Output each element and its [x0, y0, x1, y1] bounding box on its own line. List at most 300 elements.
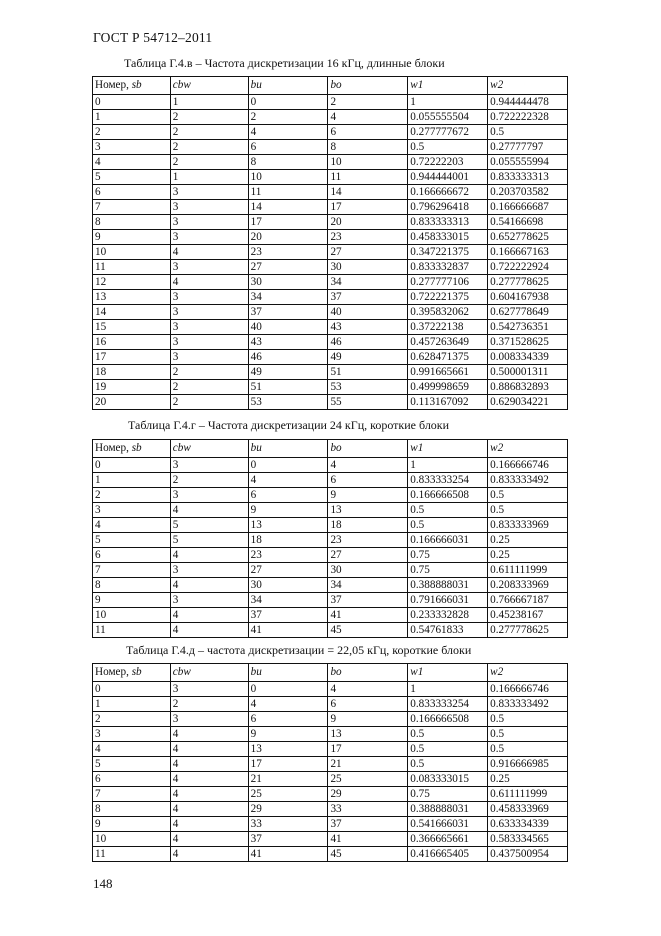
cell-sb: 3 [93, 727, 171, 742]
cell-bu: 10 [248, 170, 328, 185]
cell-sb: 6 [93, 772, 171, 787]
cell-w2: 0.833333969 [488, 518, 568, 533]
cell-w1: 0.166666508 [408, 712, 488, 727]
cell-cbw: 3 [170, 593, 248, 608]
cell-w2: 0.25 [488, 533, 568, 548]
cell-bo: 34 [328, 275, 408, 290]
cell-bo: 41 [328, 832, 408, 847]
cell-bu: 51 [248, 380, 328, 395]
cell-cbw: 4 [170, 608, 248, 623]
cell-bu: 25 [248, 787, 328, 802]
cell-bo: 6 [328, 473, 408, 488]
cell-sb: 12 [93, 275, 171, 290]
cell-bo: 37 [328, 817, 408, 832]
cell-w1: 0.722221375 [408, 290, 488, 305]
cell-sb: 2 [93, 488, 171, 503]
cell-w2: 0.277778625 [488, 623, 568, 638]
cell-bo: 37 [328, 593, 408, 608]
table-row [93, 608, 568, 623]
cell-w1: 0.833333313 [408, 215, 488, 230]
cell-w1: 0.277777672 [408, 125, 488, 140]
cell-bo: 13 [328, 503, 408, 518]
cell-cbw: 3 [170, 682, 248, 697]
cell-bo: 17 [328, 742, 408, 757]
table-body [93, 458, 568, 638]
table-row [93, 185, 568, 200]
cell-bu: 9 [248, 727, 328, 742]
column-header-cbw: cbw [170, 440, 248, 458]
cell-w2: 0.652778625 [488, 230, 568, 245]
cell-cbw: 2 [170, 380, 248, 395]
cell-w2: 0.722222328 [488, 110, 568, 125]
cell-w1: 0.5 [408, 757, 488, 772]
table-row [93, 305, 568, 320]
cell-w2: 0.5 [488, 727, 568, 742]
cell-w1: 0.75 [408, 787, 488, 802]
cell-w1: 0.944444001 [408, 170, 488, 185]
cell-w2: 0.611111999 [488, 787, 568, 802]
cell-sb: 7 [93, 787, 171, 802]
cell-bu: 2 [248, 110, 328, 125]
table-row [93, 488, 568, 503]
cell-bo: 9 [328, 488, 408, 503]
cell-bo: 10 [328, 155, 408, 170]
cell-w2: 0.008334339 [488, 350, 568, 365]
table-row [93, 503, 568, 518]
cell-w1: 0.499998659 [408, 380, 488, 395]
cell-w1: 0.083333015 [408, 772, 488, 787]
cell-w2: 0.54166698 [488, 215, 568, 230]
table-row [93, 847, 568, 862]
cell-w2: 0.5 [488, 488, 568, 503]
page-number: 148 [93, 876, 113, 891]
cell-sb: 9 [93, 817, 171, 832]
cell-cbw: 4 [170, 578, 248, 593]
cell-sb: 2 [93, 712, 171, 727]
table-row [93, 697, 568, 712]
cell-sb: 3 [93, 503, 171, 518]
cell-cbw: 2 [170, 140, 248, 155]
cell-sb: 18 [93, 365, 171, 380]
cell-w1: 0.113167092 [408, 395, 488, 410]
cell-w2: 0.5 [488, 503, 568, 518]
cell-bu: 17 [248, 215, 328, 230]
cell-w1: 0.37222138 [408, 320, 488, 335]
cell-w2: 0.633334339 [488, 817, 568, 832]
cell-w2: 0.916666985 [488, 757, 568, 772]
cell-sb: 11 [93, 847, 171, 862]
cell-w1: 0.395832062 [408, 305, 488, 320]
cell-bo: 25 [328, 772, 408, 787]
cell-w2: 0.437500954 [488, 847, 568, 862]
column-header-w2: w2 [488, 440, 568, 458]
cell-bu: 41 [248, 847, 328, 862]
cell-sb: 19 [93, 380, 171, 395]
cell-bo: 11 [328, 170, 408, 185]
table-row [93, 578, 568, 593]
cell-bo: 8 [328, 140, 408, 155]
column-header-bu: bu [248, 440, 328, 458]
cell-bu: 0 [248, 682, 328, 697]
cell-bu: 40 [248, 320, 328, 335]
cell-cbw: 2 [170, 697, 248, 712]
cell-bu: 33 [248, 817, 328, 832]
cell-bu: 34 [248, 593, 328, 608]
cell-cbw: 3 [170, 350, 248, 365]
column-header-w1: w1 [408, 440, 488, 458]
cell-sb: 11 [93, 623, 171, 638]
column-header-w1: w1 [408, 664, 488, 682]
cell-w1: 0.347221375 [408, 245, 488, 260]
cell-bo: 4 [328, 110, 408, 125]
cell-bo: 30 [328, 260, 408, 275]
cell-bo: 21 [328, 757, 408, 772]
table-row [93, 518, 568, 533]
cell-sb: 6 [93, 548, 171, 563]
table-row [93, 787, 568, 802]
table-caption-g4v: Таблица Г.4.в – Частота дискретизации 16 кГц, длинные блоки [124, 56, 445, 70]
cell-w1: 0.75 [408, 548, 488, 563]
cell-bo: 14 [328, 185, 408, 200]
cell-w2: 0.371528625 [488, 335, 568, 350]
table-row [93, 712, 568, 727]
cell-bu: 23 [248, 245, 328, 260]
cell-w1: 0.457263649 [408, 335, 488, 350]
cell-w2: 0.5 [488, 125, 568, 140]
table-row [93, 395, 568, 410]
cell-bu: 17 [248, 757, 328, 772]
cell-cbw: 2 [170, 473, 248, 488]
cell-bo: 45 [328, 623, 408, 638]
table-row [93, 350, 568, 365]
cell-sb: 20 [93, 395, 171, 410]
cell-bu: 53 [248, 395, 328, 410]
cell-cbw: 1 [170, 170, 248, 185]
table-row [93, 125, 568, 140]
table-row [93, 365, 568, 380]
cell-w2: 0.166666746 [488, 682, 568, 697]
table-row [93, 275, 568, 290]
table-row [93, 245, 568, 260]
table-row [93, 170, 568, 185]
table-row [93, 155, 568, 170]
cell-bu: 13 [248, 742, 328, 757]
cell-bo: 23 [328, 230, 408, 245]
table-header-row [93, 77, 568, 95]
table-g4d [92, 663, 568, 862]
cell-cbw: 4 [170, 548, 248, 563]
column-header-cbw: cbw [170, 664, 248, 682]
cell-bu: 4 [248, 473, 328, 488]
cell-sb: 1 [93, 697, 171, 712]
cell-cbw: 3 [170, 290, 248, 305]
cell-sb: 1 [93, 473, 171, 488]
cell-bo: 34 [328, 578, 408, 593]
cell-w1: 0.166666672 [408, 185, 488, 200]
table-row [93, 727, 568, 742]
cell-sb: 8 [93, 802, 171, 817]
cell-bo: 30 [328, 563, 408, 578]
cell-bu: 30 [248, 275, 328, 290]
cell-w2: 0.25 [488, 548, 568, 563]
cell-cbw: 4 [170, 772, 248, 787]
cell-w1: 0.72222203 [408, 155, 488, 170]
column-header-sb: Номер, sb [93, 664, 171, 682]
table-row [93, 682, 568, 697]
cell-w2: 0.766667187 [488, 593, 568, 608]
table-row [93, 802, 568, 817]
cell-bu: 43 [248, 335, 328, 350]
cell-bu: 11 [248, 185, 328, 200]
cell-w2: 0.833333313 [488, 170, 568, 185]
cell-cbw: 4 [170, 802, 248, 817]
cell-w1: 0.5 [408, 140, 488, 155]
cell-bu: 6 [248, 140, 328, 155]
cell-bo: 23 [328, 533, 408, 548]
cell-sb: 14 [93, 305, 171, 320]
cell-w2: 0.45238167 [488, 608, 568, 623]
cell-sb: 10 [93, 832, 171, 847]
cell-bo: 13 [328, 727, 408, 742]
cell-bo: 27 [328, 245, 408, 260]
cell-w1: 0.628471375 [408, 350, 488, 365]
cell-cbw: 4 [170, 623, 248, 638]
cell-w2: 0.166666687 [488, 200, 568, 215]
cell-w1: 0.5 [408, 518, 488, 533]
cell-bu: 13 [248, 518, 328, 533]
cell-bu: 30 [248, 578, 328, 593]
cell-bu: 8 [248, 155, 328, 170]
cell-w1: 0.055555504 [408, 110, 488, 125]
table-row [93, 230, 568, 245]
cell-w2: 0.208333969 [488, 578, 568, 593]
cell-sb: 9 [93, 593, 171, 608]
cell-cbw: 4 [170, 275, 248, 290]
cell-w2: 0.722222924 [488, 260, 568, 275]
cell-bo: 51 [328, 365, 408, 380]
table-row [93, 593, 568, 608]
cell-cbw: 3 [170, 230, 248, 245]
cell-sb: 10 [93, 608, 171, 623]
cell-w1: 0.366665661 [408, 832, 488, 847]
cell-bo: 55 [328, 395, 408, 410]
cell-sb: 0 [93, 95, 171, 110]
cell-bu: 20 [248, 230, 328, 245]
table-row [93, 832, 568, 847]
cell-sb: 13 [93, 290, 171, 305]
cell-cbw: 3 [170, 215, 248, 230]
cell-cbw: 3 [170, 563, 248, 578]
table-row [93, 200, 568, 215]
cell-sb: 5 [93, 757, 171, 772]
cell-cbw: 3 [170, 335, 248, 350]
table-row [93, 623, 568, 638]
cell-cbw: 4 [170, 742, 248, 757]
cell-sb: 16 [93, 335, 171, 350]
cell-cbw: 3 [170, 200, 248, 215]
cell-w2: 0.166667163 [488, 245, 568, 260]
column-header-w2: w2 [488, 664, 568, 682]
table-header-row [93, 664, 568, 682]
cell-w1: 0.5 [408, 742, 488, 757]
cell-w1: 0.541666031 [408, 817, 488, 832]
cell-bu: 37 [248, 832, 328, 847]
table-row [93, 140, 568, 155]
cell-bo: 4 [328, 682, 408, 697]
cell-bo: 33 [328, 802, 408, 817]
column-header-w2: w2 [488, 77, 568, 95]
cell-sb: 6 [93, 185, 171, 200]
cell-bo: 29 [328, 787, 408, 802]
table-row [93, 772, 568, 787]
cell-w2: 0.27777797 [488, 140, 568, 155]
cell-cbw: 2 [170, 110, 248, 125]
cell-bo: 45 [328, 847, 408, 862]
cell-bo: 18 [328, 518, 408, 533]
column-header-bo: bo [328, 664, 408, 682]
cell-w2: 0.627778649 [488, 305, 568, 320]
cell-cbw: 2 [170, 365, 248, 380]
cell-w1: 0.833332837 [408, 260, 488, 275]
cell-sb: 15 [93, 320, 171, 335]
cell-w2: 0.277778625 [488, 275, 568, 290]
cell-sb: 4 [93, 742, 171, 757]
cell-bo: 53 [328, 380, 408, 395]
cell-cbw: 2 [170, 395, 248, 410]
table-header-row [93, 440, 568, 458]
cell-bu: 21 [248, 772, 328, 787]
cell-cbw: 3 [170, 305, 248, 320]
cell-sb: 7 [93, 200, 171, 215]
table-body [93, 682, 568, 862]
cell-w2: 0.611111999 [488, 563, 568, 578]
cell-sb: 5 [93, 170, 171, 185]
cell-w1: 0.166666031 [408, 533, 488, 548]
table-row [93, 335, 568, 350]
cell-w1: 0.54761833 [408, 623, 488, 638]
cell-bu: 41 [248, 623, 328, 638]
cell-sb: 1 [93, 110, 171, 125]
cell-bu: 23 [248, 548, 328, 563]
cell-bo: 4 [328, 458, 408, 473]
cell-bo: 37 [328, 290, 408, 305]
cell-w1: 0.796296418 [408, 200, 488, 215]
cell-cbw: 3 [170, 185, 248, 200]
cell-sb: 4 [93, 518, 171, 533]
cell-sb: 4 [93, 155, 171, 170]
cell-cbw: 4 [170, 832, 248, 847]
cell-w1: 0.791666031 [408, 593, 488, 608]
cell-w1: 0.166666508 [408, 488, 488, 503]
cell-w2: 0.500001311 [488, 365, 568, 380]
cell-bo: 6 [328, 697, 408, 712]
cell-w1: 1 [408, 682, 488, 697]
cell-w1: 0.991665661 [408, 365, 488, 380]
cell-w2: 0.886832893 [488, 380, 568, 395]
cell-bu: 9 [248, 503, 328, 518]
cell-cbw: 2 [170, 155, 248, 170]
column-header-bu: bu [248, 664, 328, 682]
table-row [93, 742, 568, 757]
table-caption-g4d: Таблица Г.4.д – частота дискретизации = 22,05 кГц, короткие блоки [126, 643, 472, 657]
cell-cbw: 4 [170, 727, 248, 742]
cell-cbw: 4 [170, 847, 248, 862]
cell-bu: 18 [248, 533, 328, 548]
cell-w1: 0.75 [408, 563, 488, 578]
cell-bo: 6 [328, 125, 408, 140]
cell-cbw: 4 [170, 245, 248, 260]
cell-bu: 46 [248, 350, 328, 365]
cell-bu: 0 [248, 95, 328, 110]
column-header-w1: w1 [408, 77, 488, 95]
cell-bu: 49 [248, 365, 328, 380]
cell-sb: 5 [93, 533, 171, 548]
cell-cbw: 3 [170, 458, 248, 473]
cell-cbw: 1 [170, 95, 248, 110]
cell-sb: 0 [93, 682, 171, 697]
cell-sb: 9 [93, 230, 171, 245]
cell-bo: 43 [328, 320, 408, 335]
table-row [93, 817, 568, 832]
cell-bo: 2 [328, 95, 408, 110]
cell-w2: 0.583334565 [488, 832, 568, 847]
cell-bu: 6 [248, 488, 328, 503]
cell-bo: 49 [328, 350, 408, 365]
cell-bo: 9 [328, 712, 408, 727]
table-g4g [92, 439, 568, 638]
table-body [93, 95, 568, 410]
cell-sb: 17 [93, 350, 171, 365]
table-row [93, 110, 568, 125]
table-row [93, 563, 568, 578]
cell-bu: 27 [248, 260, 328, 275]
cell-w1: 1 [408, 95, 488, 110]
table-row [93, 548, 568, 563]
cell-w1: 0.233332828 [408, 608, 488, 623]
cell-w2: 0.542736351 [488, 320, 568, 335]
cell-cbw: 4 [170, 817, 248, 832]
table-row [93, 473, 568, 488]
cell-w1: 0.833333254 [408, 473, 488, 488]
cell-bu: 4 [248, 697, 328, 712]
cell-w1: 0.277777106 [408, 275, 488, 290]
cell-bu: 37 [248, 305, 328, 320]
table-row [93, 757, 568, 772]
cell-bu: 27 [248, 563, 328, 578]
cell-bo: 27 [328, 548, 408, 563]
cell-sb: 7 [93, 563, 171, 578]
table-g4v [92, 76, 568, 410]
cell-bu: 34 [248, 290, 328, 305]
table-row [93, 380, 568, 395]
column-header-bo: bo [328, 440, 408, 458]
cell-cbw: 3 [170, 260, 248, 275]
cell-cbw: 4 [170, 757, 248, 772]
cell-w1: 0.388888031 [408, 802, 488, 817]
document-header: ГОСТ Р 54712–2011 [93, 30, 213, 45]
cell-cbw: 5 [170, 533, 248, 548]
cell-w1: 0.5 [408, 503, 488, 518]
cell-sb: 2 [93, 125, 171, 140]
column-header-bu: bu [248, 77, 328, 95]
cell-cbw: 4 [170, 787, 248, 802]
cell-sb: 11 [93, 260, 171, 275]
cell-bu: 37 [248, 608, 328, 623]
cell-w1: 0.388888031 [408, 578, 488, 593]
cell-bu: 29 [248, 802, 328, 817]
cell-bo: 40 [328, 305, 408, 320]
cell-sb: 10 [93, 245, 171, 260]
